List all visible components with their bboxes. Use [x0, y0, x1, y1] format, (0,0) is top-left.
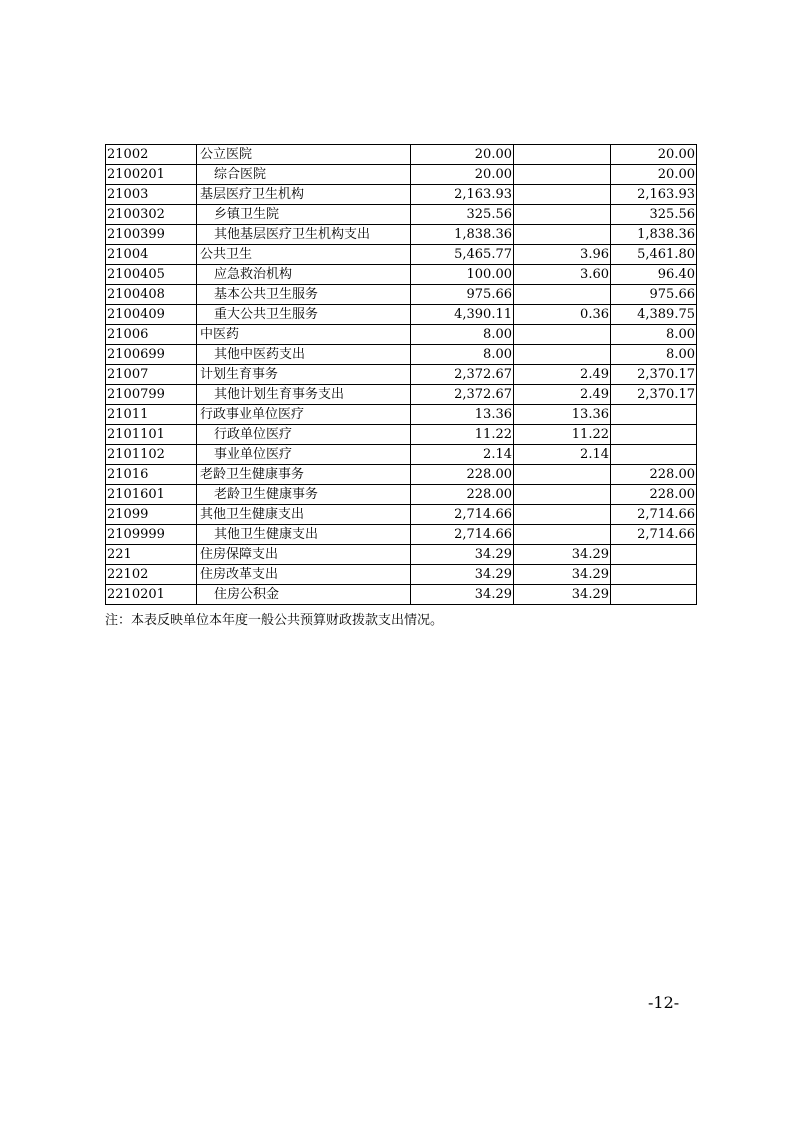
- project-expenditure-cell: [611, 405, 697, 425]
- table-row: [106, 325, 697, 345]
- basic-expenditure-cell: [514, 205, 611, 225]
- total-amount-cell: 34.29: [411, 545, 514, 565]
- project-expenditure-cell: 2,714.66: [611, 525, 697, 545]
- table-row: [106, 525, 697, 545]
- project-expenditure-cell: [611, 545, 697, 565]
- subject-name-cell: 公立医院: [197, 145, 411, 165]
- table-row: [106, 585, 697, 605]
- subject-name-cell: 计划生育事务: [197, 365, 411, 385]
- subject-name-cell: 其他卫生健康支出: [197, 505, 411, 525]
- total-amount-cell: 34.29: [411, 585, 514, 605]
- project-expenditure-cell: 325.56: [611, 205, 697, 225]
- subject-code-cell: 2100399: [106, 225, 197, 245]
- subject-code-cell: 22102: [106, 565, 197, 585]
- subject-code-cell: 21016: [106, 465, 197, 485]
- basic-expenditure-cell: 34.29: [514, 545, 611, 565]
- project-expenditure-cell: 2,163.93: [611, 185, 697, 205]
- total-amount-cell: 2,714.66: [411, 505, 514, 525]
- total-amount-cell: 20.00: [411, 165, 514, 185]
- total-amount-cell: 4,390.11: [411, 305, 514, 325]
- total-amount-cell: 13.36: [411, 405, 514, 425]
- project-expenditure-cell: 20.00: [611, 165, 697, 185]
- table-row: [106, 205, 697, 225]
- basic-expenditure-cell: [514, 525, 611, 545]
- total-amount-cell: 5,465.77: [411, 245, 514, 265]
- project-expenditure-cell: 4,389.75: [611, 305, 697, 325]
- total-amount-cell: 20.00: [411, 145, 514, 165]
- project-expenditure-cell: 2,370.17: [611, 365, 697, 385]
- total-amount-cell: 228.00: [411, 465, 514, 485]
- subject-name-cell: 其他卫生健康支出: [197, 525, 411, 545]
- subject-code-cell: 21006: [106, 325, 197, 345]
- subject-name-cell: 中医药: [197, 325, 411, 345]
- table-row: [106, 285, 697, 305]
- subject-name-cell: 综合医院: [197, 165, 411, 185]
- subject-code-cell: 21004: [106, 245, 197, 265]
- project-expenditure-cell: [611, 585, 697, 605]
- table-row: [106, 545, 697, 565]
- project-expenditure-cell: 2,370.17: [611, 385, 697, 405]
- basic-expenditure-cell: 0.36: [514, 305, 611, 325]
- project-expenditure-cell: 96.40: [611, 265, 697, 285]
- project-expenditure-cell: 8.00: [611, 325, 697, 345]
- subject-code-cell: 2100201: [106, 165, 197, 185]
- subject-code-cell: 2101101: [106, 425, 197, 445]
- subject-code-cell: 2100302: [106, 205, 197, 225]
- total-amount-cell: 11.22: [411, 425, 514, 445]
- table-row: [106, 225, 697, 245]
- basic-expenditure-cell: 13.36: [514, 405, 611, 425]
- subject-name-cell: 行政事业单位医疗: [197, 405, 411, 425]
- total-amount-cell: 2,163.93: [411, 185, 514, 205]
- subject-name-cell: 住房保障支出: [197, 545, 411, 565]
- table-row: [106, 445, 697, 465]
- total-amount-cell: 2,372.67: [411, 365, 514, 385]
- basic-expenditure-cell: 2.14: [514, 445, 611, 465]
- subject-code-cell: 21007: [106, 365, 197, 385]
- project-expenditure-cell: [611, 445, 697, 465]
- table-row: [106, 365, 697, 385]
- subject-name-cell: 事业单位医疗: [197, 445, 411, 465]
- total-amount-cell: 1,838.36: [411, 225, 514, 245]
- subject-code-cell: 2100408: [106, 285, 197, 305]
- subject-code-cell: 2100699: [106, 345, 197, 365]
- table-note: 注：本表反映单位本年度一般公共预算财政拨款支出情况。: [105, 613, 444, 628]
- basic-expenditure-cell: [514, 285, 611, 305]
- total-amount-cell: 34.29: [411, 565, 514, 585]
- basic-expenditure-cell: [514, 165, 611, 185]
- total-amount-cell: 8.00: [411, 325, 514, 345]
- project-expenditure-cell: 228.00: [611, 485, 697, 505]
- subject-code-cell: 2101601: [106, 485, 197, 505]
- table-body: [106, 145, 697, 605]
- project-expenditure-cell: 1,838.36: [611, 225, 697, 245]
- basic-expenditure-cell: 2.49: [514, 385, 611, 405]
- project-expenditure-cell: [611, 425, 697, 445]
- expenditure-table: [105, 144, 697, 605]
- basic-expenditure-cell: 3.96: [514, 245, 611, 265]
- basic-expenditure-cell: [514, 485, 611, 505]
- basic-expenditure-cell: [514, 145, 611, 165]
- table-row: [106, 425, 697, 445]
- subject-name-cell: 行政单位医疗: [197, 425, 411, 445]
- table-row: [106, 245, 697, 265]
- subject-code-cell: 2109999: [106, 525, 197, 545]
- basic-expenditure-cell: 3.60: [514, 265, 611, 285]
- subject-code-cell: 2210201: [106, 585, 197, 605]
- subject-name-cell: 重大公共卫生服务: [197, 305, 411, 325]
- basic-expenditure-cell: [514, 505, 611, 525]
- project-expenditure-cell: 975.66: [611, 285, 697, 305]
- subject-name-cell: 其他基层医疗卫生机构支出: [197, 225, 411, 245]
- subject-name-cell: 其他中医药支出: [197, 345, 411, 365]
- subject-name-cell: 应急救治机构: [197, 265, 411, 285]
- basic-expenditure-cell: [514, 345, 611, 365]
- project-expenditure-cell: 228.00: [611, 465, 697, 485]
- basic-expenditure-cell: 2.49: [514, 365, 611, 385]
- total-amount-cell: 2,714.66: [411, 525, 514, 545]
- table-row: [106, 505, 697, 525]
- table-row: [106, 145, 697, 165]
- table-row: [106, 385, 697, 405]
- project-expenditure-cell: [611, 565, 697, 585]
- table-row: [106, 165, 697, 185]
- table-row: [106, 405, 697, 425]
- subject-code-cell: 21099: [106, 505, 197, 525]
- table-row: [106, 485, 697, 505]
- project-expenditure-cell: 20.00: [611, 145, 697, 165]
- total-amount-cell: 100.00: [411, 265, 514, 285]
- subject-name-cell: 老龄卫生健康事务: [197, 465, 411, 485]
- subject-code-cell: 2101102: [106, 445, 197, 465]
- project-expenditure-cell: 5,461.80: [611, 245, 697, 265]
- table-row: [106, 465, 697, 485]
- project-expenditure-cell: 8.00: [611, 345, 697, 365]
- table-row: [106, 345, 697, 365]
- subject-name-cell: 老龄卫生健康事务: [197, 485, 411, 505]
- subject-name-cell: 基本公共卫生服务: [197, 285, 411, 305]
- total-amount-cell: 8.00: [411, 345, 514, 365]
- total-amount-cell: 325.56: [411, 205, 514, 225]
- subject-code-cell: 2100409: [106, 305, 197, 325]
- subject-name-cell: 其他计划生育事务支出: [197, 385, 411, 405]
- subject-name-cell: 公共卫生: [197, 245, 411, 265]
- project-expenditure-cell: 2,714.66: [611, 505, 697, 525]
- subject-name-cell: 基层医疗卫生机构: [197, 185, 411, 205]
- total-amount-cell: 2,372.67: [411, 385, 514, 405]
- subject-code-cell: 21002: [106, 145, 197, 165]
- basic-expenditure-cell: 11.22: [514, 425, 611, 445]
- table-row: [106, 185, 697, 205]
- table-row: [106, 565, 697, 585]
- page-number: -12-: [648, 993, 680, 1012]
- subject-code-cell: 221: [106, 545, 197, 565]
- total-amount-cell: 2.14: [411, 445, 514, 465]
- subject-name-cell: 住房改革支出: [197, 565, 411, 585]
- subject-name-cell: 住房公积金: [197, 585, 411, 605]
- subject-name-cell: 乡镇卫生院: [197, 205, 411, 225]
- subject-code-cell: 2100405: [106, 265, 197, 285]
- basic-expenditure-cell: [514, 185, 611, 205]
- basic-expenditure-cell: [514, 225, 611, 245]
- basic-expenditure-cell: [514, 465, 611, 485]
- basic-expenditure-cell: [514, 325, 611, 345]
- basic-expenditure-cell: 34.29: [514, 565, 611, 585]
- basic-expenditure-cell: 34.29: [514, 585, 611, 605]
- total-amount-cell: 228.00: [411, 485, 514, 505]
- subject-code-cell: 2100799: [106, 385, 197, 405]
- subject-code-cell: 21003: [106, 185, 197, 205]
- total-amount-cell: 975.66: [411, 285, 514, 305]
- subject-code-cell: 21011: [106, 405, 197, 425]
- table-row: [106, 265, 697, 285]
- table-row: [106, 305, 697, 325]
